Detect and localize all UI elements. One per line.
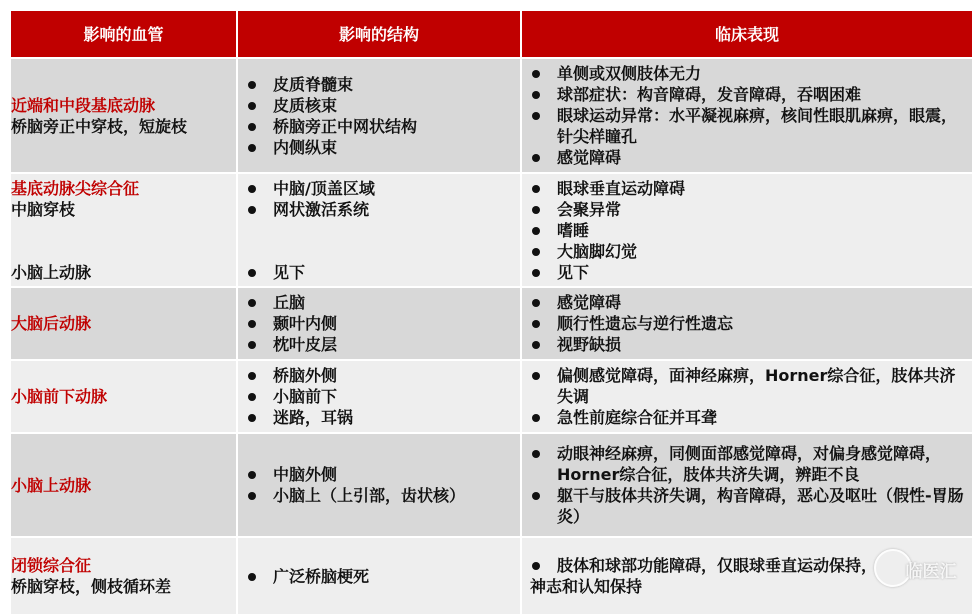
list-item: 内侧纵束 — [246, 137, 514, 158]
list-item: 丘脑 — [246, 292, 514, 313]
list-item: 迷路，耳锅 — [246, 407, 514, 428]
table-row — [10, 433, 973, 537]
findings-cell — [521, 433, 973, 537]
header-findings: 临床表现 — [521, 10, 973, 58]
list-item: 广泛桥脑梗死 — [246, 566, 514, 587]
list-item: 网状激活系统 — [246, 199, 514, 220]
vessel-cell — [10, 287, 237, 360]
list-item: 视野缺损 — [530, 334, 966, 355]
list-item: 会聚异常 — [530, 199, 966, 220]
list-item: 动眼神经麻痹，同侧面部感觉障碍，对偏身感觉障碍，Horner综合征，肢体共济失调，辨距不良 — [530, 443, 966, 485]
list-item: 嗜睡 — [530, 220, 966, 241]
list-item: 枕叶皮层 — [246, 334, 514, 355]
list-item: 单侧或双侧肢体无力 — [530, 63, 966, 84]
vessel-name: 大脑后动脉 — [11, 314, 92, 333]
findings-cell — [521, 287, 973, 360]
vessel-name: 小脑上动脉 — [11, 475, 92, 495]
vessel-cell — [10, 58, 237, 173]
list-item: 感觉障碍 — [530, 147, 966, 168]
table-row — [10, 173, 973, 287]
header-structure: 影响的结构 — [237, 10, 521, 58]
list-item: 小脑前下 — [246, 386, 514, 407]
structure-cell — [237, 360, 521, 433]
findings-cell — [521, 173, 973, 287]
list-item: 桥脑旁正中网状结构 — [246, 116, 514, 137]
list-item: 眼球运动异常：水平凝视麻痹，核间性眼肌麻痹，眼震，针尖样瞳孔 — [530, 105, 966, 147]
vessel-name: 闭锁综合征 — [11, 556, 92, 575]
vessel-branch: 中脑穿枝 — [11, 199, 76, 219]
list-item: 桥脑外侧 — [246, 365, 514, 386]
list-item: 躯干与肢体共济失调，构音障碍，恶心及呕吐（假性-胃肠炎） — [530, 485, 966, 527]
structure-cell — [237, 173, 521, 287]
list-item: 急性前庭综合征并耳聋 — [530, 407, 966, 428]
vessel-name: 近端和中段基底动脉 — [11, 95, 156, 115]
list-item: 见下 — [246, 262, 514, 283]
table-row — [10, 58, 973, 173]
list-item: 见下 — [530, 262, 966, 283]
vessel-cell — [10, 360, 237, 433]
vessel-name: 基底动脉尖综合征 — [11, 178, 140, 198]
vessel-branch: 桥脑穿枝，侧枝循环差 — [11, 577, 172, 596]
list-item: 大脑脚幻觉 — [530, 241, 966, 262]
list-item: 感觉障碍 — [530, 292, 966, 313]
vessel-name: 小脑前下动脉 — [11, 387, 108, 406]
vessel-cell — [10, 433, 237, 537]
list-item: 眼球垂直运动障碍 — [530, 178, 966, 199]
list-item: 顺行性遗忘与逆行性遗忘 — [530, 313, 966, 334]
list-item: 中脑/顶盖区域 — [246, 178, 514, 199]
list-item: 球部症状：构音障碍，发音障碍，吞咽困难 — [530, 84, 966, 105]
vessel-cell — [10, 173, 237, 287]
findings-cell — [521, 360, 973, 433]
list-item: 偏侧感觉障碍，面神经麻痹，Horner综合征，肢体共济失调 — [530, 365, 966, 407]
table-row — [10, 287, 973, 360]
findings-cell — [521, 58, 973, 173]
findings-continuation: 神志和认知保持 — [530, 577, 643, 596]
watermark: 临医汇 — [905, 561, 957, 582]
structure-cell — [237, 433, 521, 537]
list-item: 皮质核束 — [246, 95, 514, 116]
vessel-branch: 小脑上动脉 — [11, 262, 92, 282]
table-row — [10, 537, 973, 615]
header-row — [10, 10, 973, 58]
vessel-cell — [10, 537, 237, 615]
stroke-vessel-table — [9, 9, 974, 616]
list-item: 皮质脊髓束 — [246, 74, 514, 95]
structure-cell — [237, 287, 521, 360]
list-item: 颞叶内侧 — [246, 313, 514, 334]
structure-cell — [237, 58, 521, 173]
list-item: 中脑外侧 — [246, 464, 514, 485]
header-vessel: 影响的血管 — [10, 10, 237, 58]
vessel-branch: 桥脑旁正中穿枝，短旋枝 — [11, 116, 188, 136]
table-row — [10, 360, 973, 433]
list-item: 小脑上（上引部，齿状核） — [246, 485, 514, 506]
structure-cell — [237, 537, 521, 615]
list-item: 肢体和球部功能障碍，仅眼球垂直运动保持， — [530, 555, 966, 576]
